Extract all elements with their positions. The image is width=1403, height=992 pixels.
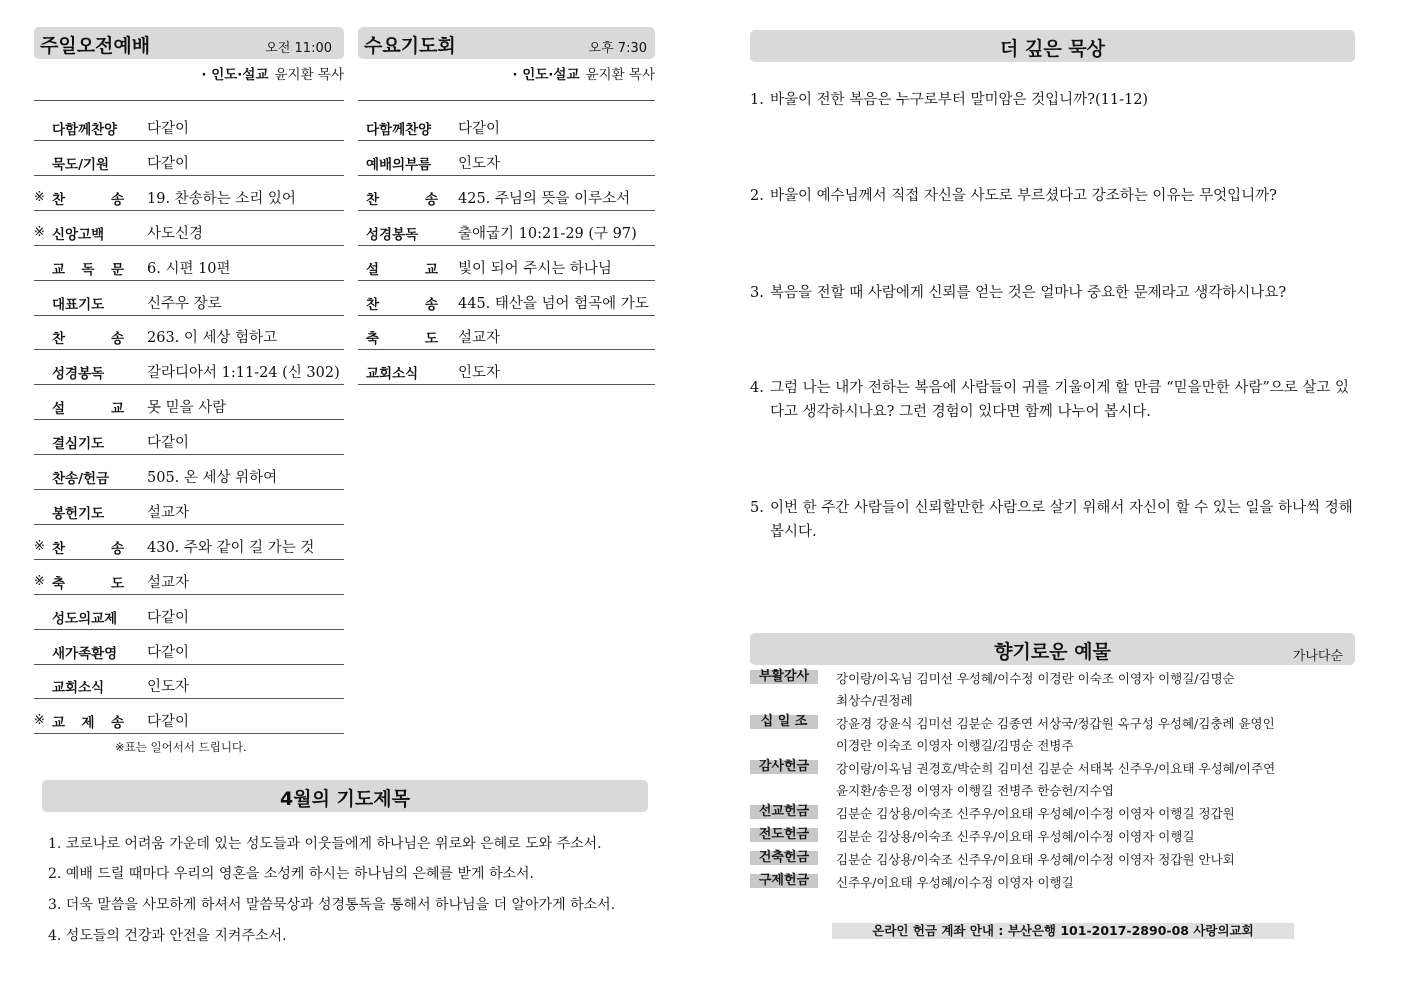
order-value: 출애굽기 10:21-29 (구 97): [458, 225, 637, 242]
question-number: 2.: [750, 188, 764, 204]
order-row: [34, 358, 344, 385]
standing-mark: ※: [34, 189, 45, 205]
sunday-title: 주일오전예배: [40, 35, 151, 57]
offering-names-line: 신주우/이요태 우성혜/이수정 이영자 이행길: [836, 875, 1074, 890]
offering-names-line: 김분순 김상용/이숙조 신주우/이요태 우성혜/이수정 이영자 정갑원 안나회: [836, 852, 1235, 867]
wednesday-order-list: [358, 114, 655, 394]
order-label: 찬 송: [52, 540, 124, 557]
offering-names-line: 김분순 김상용/이숙조 신주우/이요태 우성혜/이수정 이영자 이행길: [836, 829, 1195, 844]
order-value: 다같이: [147, 155, 190, 172]
wednesday-leader: [512, 63, 655, 83]
wednesday-leader-name: 윤지환 목사: [585, 67, 655, 83]
sunday-leader-name: 윤지환 목사: [274, 67, 344, 83]
order-value: 설교자: [458, 330, 501, 347]
offering-names: [836, 826, 1195, 848]
order-label: 묵도/기원: [52, 156, 110, 173]
order-value: 다같이: [147, 714, 190, 731]
wednesday-title: 수요기도회: [364, 35, 456, 57]
order-value: 19. 찬송하는 소리 있어: [147, 190, 296, 207]
order-row: [34, 149, 344, 176]
meditation-question: [750, 376, 1355, 424]
order-row: [358, 114, 655, 141]
order-row: [358, 149, 655, 176]
wednesday-header: [358, 27, 655, 59]
offering-names: [836, 713, 1275, 757]
offering-category: 십 일 조: [750, 715, 818, 729]
meditation-question: [750, 184, 1355, 208]
sunday-time: 오전 11:00: [265, 41, 332, 56]
offering-names-line: 최상수/권정례: [836, 693, 913, 708]
standing-mark: ※: [34, 573, 45, 589]
order-value: 빛이 되어 주시는 하나님: [458, 260, 612, 277]
order-label: 축 도: [52, 575, 124, 592]
offering-category: 구제헌금: [750, 874, 818, 888]
sunday-top-rule: [34, 100, 344, 101]
question-number: 5.: [750, 500, 764, 516]
offering-order-note: 가나다순: [1292, 649, 1343, 664]
offering-names: [836, 758, 1275, 802]
order-label: 새가족환영: [52, 645, 118, 662]
order-label: 교 독 문: [52, 261, 124, 278]
order-label: 설 교: [366, 261, 438, 278]
meditation-question: [750, 496, 1355, 544]
order-value: 설교자: [147, 574, 190, 591]
order-label: 다함께찬양: [52, 122, 118, 138]
order-row: [34, 498, 344, 525]
order-label: 축 도: [366, 331, 438, 348]
question-number: 3.: [750, 285, 764, 301]
question-text: 그럼 나는 내가 전하는 복음에 사람들이 귀를 기울이게 할 만큼 “믿을만한 사람”으로 살고 있다고 생각하시나요? 그런 경험이 있다면 함께 나누어 봅시다.: [770, 380, 1349, 420]
sunday-leader: [201, 63, 344, 83]
order-label: 성경봉독: [366, 226, 419, 243]
order-row: [34, 323, 344, 350]
offering-category: 부활감사: [750, 670, 818, 684]
order-value: 다같이: [147, 609, 190, 626]
order-row: [34, 184, 344, 211]
order-label: 설 교: [52, 401, 124, 418]
order-value: 430. 주와 같이 길 가는 것: [147, 539, 315, 556]
order-row: [34, 707, 344, 734]
wednesday-time: 오후 7:30: [588, 41, 647, 56]
order-row: [34, 568, 344, 595]
order-value: 인도자: [458, 155, 501, 172]
offering-category: 감사헌금: [750, 760, 818, 774]
order-value: 갈라디아서 1:11-24 (신 302): [147, 365, 340, 382]
order-row: [34, 289, 344, 316]
order-value: 425. 주님의 뜻을 이루소서: [458, 190, 631, 207]
offering-names: [836, 849, 1235, 871]
order-label: 찬 송: [366, 296, 438, 313]
order-row: [34, 672, 344, 699]
order-row: [358, 358, 655, 385]
standing-mark: ※: [34, 224, 45, 240]
order-row: [358, 323, 655, 350]
order-row: [34, 254, 344, 281]
wednesday-top-rule: [358, 100, 655, 101]
offering-category: 선교헌금: [750, 805, 818, 819]
order-label: 찬송/헌금: [52, 471, 110, 487]
question-number: 4.: [750, 380, 764, 396]
order-value: 사도신경: [147, 225, 204, 242]
order-row: [34, 393, 344, 420]
order-label: 신앙고백: [52, 226, 105, 243]
order-label: 대표기도: [52, 296, 105, 313]
order-value: 못 믿을 사람: [147, 400, 227, 417]
account-info: 온라인 헌금 계좌 안내 : 부산은행 101-2017-2890-08 사랑의교회: [832, 923, 1294, 939]
offering-title: 향기로운 예물: [994, 641, 1111, 663]
order-row: [358, 219, 655, 246]
order-label: 교 제 송: [52, 715, 124, 732]
order-row: [358, 254, 655, 281]
order-row: [34, 463, 344, 490]
prayer-item: 2. 예배 드릴 때마다 우리의 영혼을 소성케 하시는 하나님의 은혜를 받게 하소서.: [48, 866, 535, 882]
question-text: 바울이 예수님께서 직접 자신을 사도로 부르셨다고 강조하는 이유는 무엇입니까?: [770, 188, 1277, 204]
offering-names-line: 윤지환/송은정 이영자 이행길 전병주 한승헌/지수엽: [836, 783, 1114, 798]
meditation-question: [750, 88, 1355, 112]
offering-names: [836, 668, 1235, 712]
order-row: [34, 638, 344, 665]
question-text: 복음을 전할 때 사람에게 신뢰를 얻는 것은 얼마나 중요한 문제라고 생각하시나요?: [770, 285, 1287, 301]
sunday-order-list: [34, 114, 344, 734]
prayer-item: 4. 성도들의 건강과 안전을 지켜주소서.: [48, 928, 287, 944]
question-text: 이번 한 주간 사람들이 신뢰할만한 사람으로 살기 위해서 자신이 할 수 있는 일을 하나씩 정해 봅시다.: [770, 500, 1353, 540]
order-value: 445. 태산을 넘어 험곡에 가도: [458, 295, 649, 312]
order-value: 263. 이 세상 험하고: [147, 330, 278, 347]
order-label: 찬 송: [366, 191, 438, 208]
prayer-header: [42, 780, 648, 812]
prayer-title: 4월의 기도제목: [280, 788, 410, 810]
question-text: 바울이 전한 복음은 누구로부터 말미암은 것입니까?(11-12): [770, 92, 1149, 108]
meditation-question: [750, 281, 1355, 305]
order-value: 505. 온 세상 위하여: [147, 470, 278, 486]
order-row: [34, 428, 344, 455]
order-label: 교회소식: [52, 680, 105, 697]
offering-names-line: 강이랑/이옥님 권경호/박순희 김미선 김분순 서태복 신주우/이요태 우성혜/이주연: [836, 761, 1276, 776]
order-label: 결심기도: [52, 436, 105, 453]
order-label: 찬 송: [52, 191, 124, 208]
order-value: 인도자: [147, 679, 190, 696]
order-label: 성경봉독: [52, 366, 105, 383]
prayer-item: 3. 더욱 말씀을 사모하게 하셔서 말씀묵상과 성경통독을 통해서 하나님을 더 알아가게 하소서.: [48, 897, 616, 913]
order-label: 다함께찬양: [366, 122, 432, 138]
order-value: 다같이: [458, 121, 501, 137]
order-value: 다같이: [147, 644, 190, 661]
order-row: [34, 114, 344, 141]
standing-note: ※표는 일어서서 드립니다.: [115, 740, 247, 754]
wednesday-leader-label: · 인도·설교: [512, 67, 580, 83]
order-label: 예배의부름: [366, 156, 432, 173]
sunday-leader-label: · 인도·설교: [201, 67, 269, 83]
order-value: 인도자: [458, 365, 501, 382]
standing-mark: ※: [34, 538, 45, 554]
order-row: [34, 219, 344, 246]
order-row: [358, 289, 655, 316]
offering-names-line: 이경란 이숙조 이영자 이행길/김명순 전병주: [836, 738, 1074, 753]
offering-names-line: 강윤경 강윤식 김미선 김분순 김종연 서상국/정갑원 옥구성 우성혜/김충례 윤영인: [836, 716, 1275, 731]
order-row: [358, 184, 655, 211]
order-value: 신주우 장로: [147, 295, 222, 312]
prayer-item: 1. 코로나로 어려움 가운데 있는 성도들과 이웃들에게 하나님은 위로와 은혜로 도와 주소서.: [48, 836, 602, 852]
order-label: 교회소식: [366, 366, 419, 383]
order-label: 찬 송: [52, 331, 124, 348]
offering-category: 전도헌금: [750, 828, 818, 842]
standing-mark: ※: [34, 713, 45, 729]
order-value: 설교자: [147, 504, 190, 521]
offering-category: 건축헌금: [750, 851, 818, 865]
sunday-header: [34, 27, 344, 59]
question-number: 1.: [750, 92, 764, 108]
meditation-header: [750, 30, 1355, 62]
offering-header: [750, 633, 1355, 665]
order-value: 다같이: [147, 435, 190, 452]
order-row: [34, 533, 344, 560]
meditation-title: 더 깊은 묵상: [1000, 38, 1105, 60]
offering-names-line: 강이랑/이옥님 김미선 우성혜/이수정 이경란 이숙조 이영자 이행길/김명순: [836, 671, 1235, 686]
offering-names: [836, 803, 1235, 825]
order-label: 봉헌기도: [52, 505, 105, 522]
order-value: 다같이: [147, 121, 190, 137]
order-value: 6. 시편 10편: [147, 260, 231, 277]
order-label: 성도의교제: [52, 610, 118, 627]
order-row: [34, 603, 344, 630]
offering-names-line: 김분순 김상용/이숙조 신주우/이요태 우성혜/이수정 이영자 이행길 정갑원: [836, 806, 1235, 821]
offering-names: [836, 872, 1074, 894]
